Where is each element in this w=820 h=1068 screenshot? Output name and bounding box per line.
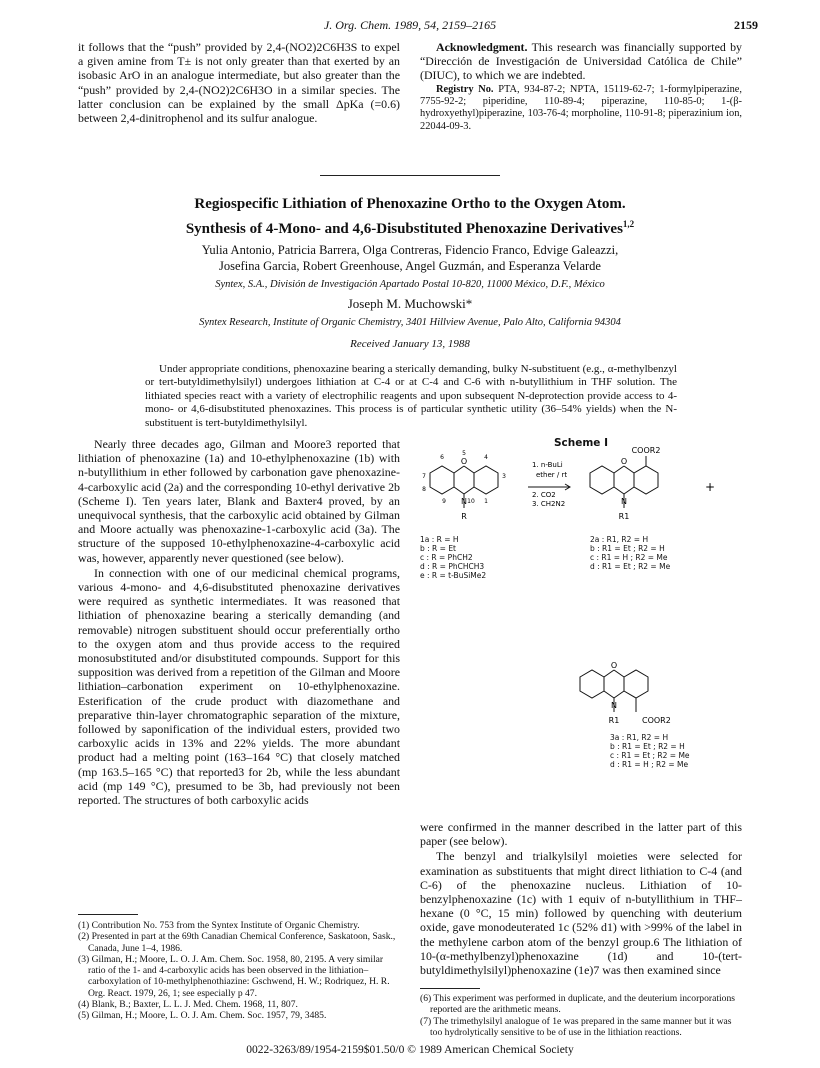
registry-heading: Registry No.: [436, 83, 494, 95]
authors-line-1: Yulia Antonio, Patricia Barrera, Olga Contreras, Fidencio Franco, Edvige Galeazzi,: [201, 243, 619, 257]
atom-n-1: N: [461, 497, 467, 506]
body-paragraph-3: were confirmed in the manner described in the latter part of this paper (see below).: [420, 820, 742, 849]
prev-article-text: [78, 40, 400, 126]
footnote: (6) This experiment was performed in duplicate, and the deuterium incorporations reported are the arithmetic means.: [420, 993, 735, 1016]
corresponding-author: Joseph M. Muchowski*: [347, 296, 473, 311]
reagent-step-1: 1. n-BuLi: [532, 461, 563, 469]
body-paragraph-4: The benzyl and trialkylsilyl moieties were selected for examination as substituents that might direct lithiation to C-4 (and C-6) of the phenoxazine nucleus. Lithiation of 10-benzylphenoxazine (1c) with 1 equiv of n-butyllithium in THF–hexane (0 °C, 15 min) followed by quenching with deuterium oxide, gave monodeuterated 1c (52% d1) with >99% of the label in the methylene carbon atom of the benzyl group.6 The lithiation of 10-(α-methylbenzyl)phenoxazine (1d) and 10-(tert-butyldimethylsilyl)phenoxazine (1e)7 was then examined since: [420, 849, 742, 978]
ring-number: 10: [467, 498, 475, 505]
ring-number: 8: [422, 486, 426, 493]
compound-label: e : R = t-BuSiMe2: [420, 571, 487, 580]
substituent-r1: R1: [608, 716, 620, 725]
atom-n-2: N: [621, 497, 627, 506]
ring-number: 7: [422, 473, 426, 480]
substituent-r1: R1: [618, 512, 630, 521]
substituent-r: R: [461, 512, 467, 521]
substituent-coor2: COOR2: [642, 716, 671, 725]
compound-label: 1a : R = H: [420, 535, 459, 544]
footnotes-right: [420, 993, 742, 1038]
atom-n-3: N: [611, 701, 617, 710]
prev-article-paragraph: it follows that the “push” provided by 2,4-(NO2)2C6H3S to expel a given amine from T± is not only greater than that exerted by an isobasic ArO in an analogue intermediate, but also greater than the “push” provided by 2,4-(NO2)2C6H3O in a similar species. The latter conclusion can be explained by the small ΔpKa (=0.6) between 2,4-dinitrophenol and its sulfur analogue.: [78, 40, 400, 126]
ring-number: 6: [440, 454, 444, 461]
body-right-column: [420, 820, 742, 978]
compound-label: d : R = PhCHCH3: [420, 562, 485, 571]
affiliation-1: Syntex, S.A., División de Investigación Apartado Postal 10-820, 11000 México, D.F., México: [215, 279, 605, 290]
compound-label: b : R1 = Et ; R2 = H: [590, 544, 665, 553]
body-paragraph-1: Nearly three decades ago, Gilman and Moore3 reported that lithiation of phenoxazine (1a) and 10-ethylphenoxazine (1b) with n-butyllithium in ether followed by carbonation gave phenoxazine-4-carboxylic acid (2a) and the corresponding 10-ethyl derivative 2b (Scheme I). Ten years later, Blank and Baxter4 proved, by an unequivocal synthesis, that the carboxylic acid obtained by Gilman and Moore actually was phenoxazine-1-carboxylic acid (3a). The structure of the supposed 10-ethylphenoxazine-4-carboxylic acid was, however, apparently never questioned (see below).: [78, 437, 400, 565]
page-number: 2159: [734, 18, 758, 32]
ring-number: 9: [442, 498, 446, 505]
abstract-text: Under appropriate conditions, phenoxazine bearing a sterically demanding, bulky N-substituent (e.g., α-methylbenzyl or tert-butyldimethylsilyl) undergoes lithiation at C-4 or at C-4 and C-6 with n-butyllithium in THF solution. The lithiated species react with a variety of electrophilic reagents and upon subsequent N-deprotection provide access to 4-mono- or 4,6-disubstituted phenoxazines. This process is of particular synthetic utility (36–54% yields) when the N-substituent is tert-butyldimethylsilyl.: [145, 363, 677, 429]
scheme-drawing: [420, 446, 742, 811]
received-date: Received January 13, 1988: [350, 338, 470, 350]
compound-label: b : R = Et: [420, 544, 456, 553]
registry-text: PTA, 934-87-2; NPTA, 15119-62-7; 1-formylpiperazine, 7755-92-2; piperidine, 110-89-4; piperazine, 110-85-0; 1-(β-hydroxyethyl)piperazine, 103-76-4; morpholine, 110-91-8; piperazinium ion, 22044-09-3.: [420, 83, 742, 132]
compound-label: d : R1 = Et ; R2 = Me: [590, 562, 671, 571]
ack-heading: Acknowledgment.: [436, 40, 528, 54]
title-footnote-marker: 1,2: [622, 219, 635, 229]
footnote: (1) Contribution No. 753 from the Syntex Institute of Organic Chemistry.: [78, 920, 360, 931]
compound-label: 3a : R1, R2 = H: [610, 733, 669, 742]
ring-number: 4: [484, 454, 488, 461]
compound-1-legend: [420, 535, 486, 580]
atom-o-2: O: [620, 457, 628, 466]
compound-2-legend: [590, 535, 670, 571]
page-footer: 0022-3263/89/1954-2159$01.50/0 © 1989 American Chemical Society: [246, 1044, 574, 1056]
compound-label: c : R1 = Et ; R2 = Me: [610, 751, 690, 760]
acknowledgment-block: [420, 40, 742, 134]
atom-o-1: O: [460, 457, 468, 466]
reagent-conditions: ether / rt: [536, 471, 568, 479]
article-title: [0, 194, 820, 239]
atom-o-3: O: [610, 661, 618, 670]
footnote-rule-right: [420, 988, 480, 989]
footnote: (4) Blank, B.; Baxter, L. L. J. Med. Chem. 1968, 11, 807.: [78, 999, 298, 1011]
compound-label: 2a : R1, R2 = H: [590, 535, 649, 544]
ring-number: 5: [462, 450, 466, 457]
footnote: (5) Gilman, H.; Moore, L. O. J. Am. Chem. Soc. 1957, 79, 3485.: [78, 1010, 327, 1022]
footnote-rule-left: [78, 914, 138, 915]
ring-number: 3: [502, 473, 506, 480]
footnote: (7) The trimethylsilyl analogue of 1e was prepared in the same manner but it was too hydrolytically sensitive to be of use in the lithiation reactions.: [420, 1015, 732, 1038]
ack-text: This research was financially supported by “Dirección de Investigación de Universidad Católica de Chile” (DIUC), to which we are indebted.: [420, 40, 742, 83]
plus-sign: +: [704, 480, 716, 494]
compound-label: c : R1 = H ; R2 = Me: [590, 553, 668, 562]
title-line-1: Regiospecific Lithiation of Phenoxazine Ortho to the Oxygen Atom.: [194, 196, 626, 212]
authors-line-2: Josefina Garcia, Robert Greenhouse, Angel Guzmán, and Esperanza Velarde: [219, 259, 601, 273]
scheme-title: Scheme I: [553, 437, 608, 449]
body-left-column: [78, 437, 400, 808]
affiliation-2: Syntex Research, Institute of Organic Chemistry, 3401 Hillview Avenue, Palo Alto, California 94304: [199, 317, 621, 328]
footnote: (2) Presented in part at the 69th Canadian Chemical Conference, Saskatoon, Sask., Canada, June 1–4, 1986.: [78, 931, 396, 954]
abstract: [145, 363, 677, 430]
compound-label: b : R1 = Et ; R2 = H: [610, 742, 685, 751]
scheme-figure: [420, 437, 742, 815]
footnotes-left: [78, 920, 400, 1022]
reagent-step-2: 2. CO2: [532, 491, 556, 499]
compound-3-legend: [610, 733, 690, 769]
body-paragraph-2: In connection with one of our medicinal chemical programs, various 4-mono- and 4,6-disubstituted phenoxazine derivatives were required as synthetic intermediates. It was reasoned that lithiation of phenoxazine bearing a sterically demanding (and removable) nitrogen substituent should occur preferentially ortho to the oxygen atom and thus provide access to the required monosubstituted and/or disubstituted compounds. Support for this supposition was derived from a repetition of the Gilman and Moore lithiation–carbonation experiment on 10-ethylphenoxazine. Esterification of the crude product with diazomethane and preparative thin-layer chromatographic separation of the mixture, followed by saponification of the individual esters, provided two carboxylic acids in 13% and 22% yields. The more abundant product had a melting point (163–164 °C) that closely matched (mp 163.5–165 °C) that reported3 for 2b, while the less abundant acid (mp 149 °C), presumed to be 3b, had previously not been reported. The structures of both carboxylic acids: [78, 565, 400, 808]
section-divider: [320, 175, 500, 176]
footnote: (3) Gilman, H.; Moore, L. O. J. Am. Chem. Soc. 1958, 80, 2195. A very similar ratio of the 1- and 4-carboxylic acids has been observed in the lithiation–carboxylation of 10-methylphenothiazine: Gschwend, H. W.; Rodriquez, H. R. Org. React. 1979, 26, 1; see especially p 47.: [78, 953, 390, 999]
reagent-step-3: 3. CH2N2: [532, 500, 566, 508]
compound-label: d : R1 = H ; R2 = Me: [610, 760, 689, 769]
substituent-coor2: COOR2: [631, 446, 661, 455]
author-list: [0, 242, 820, 274]
running-header: J. Org. Chem. 1989, 54, 2159–2165: [323, 18, 497, 32]
title-line-2: Synthesis of 4-Mono- and 4,6-Disubstituted Phenoxazine Derivatives: [185, 221, 623, 237]
ring-number: 1: [484, 498, 488, 505]
compound-label: c : R = PhCH2: [420, 553, 473, 562]
